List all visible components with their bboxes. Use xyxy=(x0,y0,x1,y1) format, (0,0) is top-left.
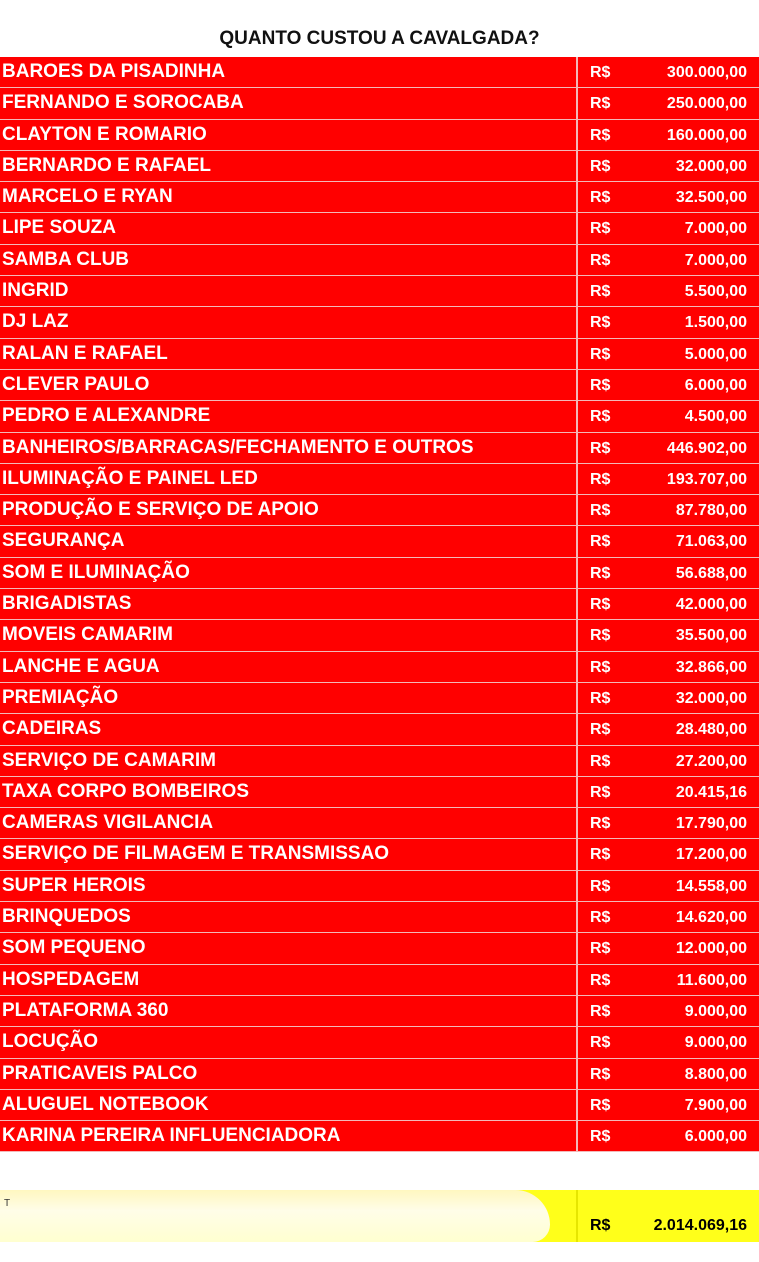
table-row xyxy=(0,1027,759,1058)
table-row xyxy=(0,1090,759,1121)
row-name: PRATICAVEIS PALCO xyxy=(0,1059,578,1089)
table-row xyxy=(0,276,759,307)
row-currency: R$ xyxy=(590,220,611,238)
row-value: 17.790,00 xyxy=(675,815,747,833)
row-value: 71.063,00 xyxy=(675,533,747,551)
row-currency: R$ xyxy=(590,627,611,645)
row-name: LANCHE E AGUA xyxy=(0,652,578,682)
row-value: 1.500,00 xyxy=(684,314,747,332)
row-currency: R$ xyxy=(590,596,611,614)
row-value: 32.000,00 xyxy=(675,157,747,175)
row-currency: R$ xyxy=(590,533,611,551)
row-name: LIPE SOUZA xyxy=(0,213,578,243)
table-row xyxy=(0,746,759,777)
table-row xyxy=(0,933,759,964)
row-name: CLEVER PAULO xyxy=(0,370,578,400)
row-name: ALUGUEL NOTEBOOK xyxy=(0,1090,578,1120)
table-row xyxy=(0,714,759,745)
row-currency: R$ xyxy=(590,658,611,676)
row-currency: R$ xyxy=(590,846,611,864)
table-row xyxy=(0,683,759,714)
table-row xyxy=(0,558,759,589)
table-row xyxy=(0,965,759,996)
total-value: 2.014.069,16 xyxy=(653,1217,747,1234)
row-name: INGRID xyxy=(0,276,578,306)
row-currency: R$ xyxy=(590,1096,611,1114)
redaction-blur xyxy=(0,1190,550,1242)
row-name: SOM E ILUMINAÇÃO xyxy=(0,558,578,588)
row-currency: R$ xyxy=(590,189,611,207)
table-row xyxy=(0,307,759,338)
row-name: KARINA PEREIRA INFLUENCIADORA xyxy=(0,1121,578,1151)
row-value: 4.500,00 xyxy=(684,408,747,426)
table-row xyxy=(0,151,759,182)
row-name: SERVIÇO DE CAMARIM xyxy=(0,746,578,776)
table-row xyxy=(0,902,759,933)
row-currency: R$ xyxy=(590,689,611,707)
row-name: BRINQUEDOS xyxy=(0,902,578,932)
table-row xyxy=(0,182,759,213)
table-row xyxy=(0,88,759,119)
row-value: 7.000,00 xyxy=(684,251,747,269)
row-currency: R$ xyxy=(590,408,611,426)
row-name: PLATAFORMA 360 xyxy=(0,996,578,1026)
row-currency: R$ xyxy=(590,783,611,801)
table-row xyxy=(0,245,759,276)
table-row xyxy=(0,1121,759,1152)
row-currency: R$ xyxy=(590,940,611,958)
row-value: 250.000,00 xyxy=(666,95,747,113)
row-name: BERNARDO E RAFAEL xyxy=(0,151,578,181)
row-value: 5.500,00 xyxy=(684,283,747,301)
row-name: PRODUÇÃO E SERVIÇO DE APOIO xyxy=(0,495,578,525)
table-row xyxy=(0,370,759,401)
row-value: 14.620,00 xyxy=(675,909,747,927)
row-value: 12.000,00 xyxy=(675,940,747,958)
row-name: MOVEIS CAMARIM xyxy=(0,620,578,650)
row-currency: R$ xyxy=(590,376,611,394)
table-row xyxy=(0,57,759,88)
row-value: 9.000,00 xyxy=(684,1034,747,1052)
total-label: T xyxy=(4,1198,11,1209)
table-row xyxy=(0,433,759,464)
row-value: 32.000,00 xyxy=(675,689,747,707)
row-currency: R$ xyxy=(590,752,611,770)
row-name: CAMERAS VIGILANCIA xyxy=(0,808,578,838)
row-name: FERNANDO E SOROCABA xyxy=(0,88,578,118)
row-name: HOSPEDAGEM xyxy=(0,965,578,995)
row-currency: R$ xyxy=(590,877,611,895)
row-currency: R$ xyxy=(590,157,611,175)
table-row xyxy=(0,996,759,1027)
row-currency: R$ xyxy=(590,564,611,582)
cost-table xyxy=(0,57,759,1152)
table-row xyxy=(0,401,759,432)
row-currency: R$ xyxy=(590,721,611,739)
row-currency: R$ xyxy=(590,345,611,363)
table-row xyxy=(0,526,759,557)
row-currency: R$ xyxy=(590,439,611,457)
row-value: 32.500,00 xyxy=(675,189,747,207)
row-name: SERVIÇO DE FILMAGEM E TRANSMISSAO xyxy=(0,839,578,869)
row-name: DJ LAZ xyxy=(0,307,578,337)
row-value: 300.000,00 xyxy=(666,64,747,81)
row-value: 5.000,00 xyxy=(684,345,747,363)
row-value: 27.200,00 xyxy=(675,752,747,770)
row-value: 35.500,00 xyxy=(675,627,747,645)
row-currency: R$ xyxy=(590,909,611,927)
row-name: SOM PEQUENO xyxy=(0,933,578,963)
row-value: 446.902,00 xyxy=(666,439,747,457)
row-name: RALAN E RAFAEL xyxy=(0,339,578,369)
row-name: ILUMINAÇÃO E PAINEL LED xyxy=(0,464,578,494)
table-row xyxy=(0,777,759,808)
row-name: BRIGADISTAS xyxy=(0,589,578,619)
table-row xyxy=(0,495,759,526)
row-name: CLAYTON E ROMARIO xyxy=(0,120,578,150)
table-row xyxy=(0,1059,759,1090)
row-value: 42.000,00 xyxy=(675,596,747,614)
row-value: 160.000,00 xyxy=(666,126,747,144)
table-row xyxy=(0,652,759,683)
table-row xyxy=(0,589,759,620)
row-name: SAMBA CLUB xyxy=(0,245,578,275)
row-name: BANHEIROS/BARRACAS/FECHAMENTO E OUTROS xyxy=(0,433,578,463)
row-name: CADEIRAS xyxy=(0,714,578,744)
row-currency: R$ xyxy=(590,1128,611,1146)
row-currency: R$ xyxy=(590,314,611,332)
row-currency: R$ xyxy=(590,95,611,113)
row-name: PEDRO E ALEXANDRE xyxy=(0,401,578,431)
page-title: QUANTO CUSTOU A CAVALGADA? xyxy=(219,28,540,49)
row-currency: R$ xyxy=(590,126,611,144)
row-value: 6.000,00 xyxy=(684,376,747,394)
row-value: 7.900,00 xyxy=(684,1096,747,1114)
table-row xyxy=(0,808,759,839)
row-currency: R$ xyxy=(590,1002,611,1020)
row-name: MARCELO E RYAN xyxy=(0,182,578,212)
row-value: 28.480,00 xyxy=(675,721,747,739)
row-value: 14.558,00 xyxy=(675,877,747,895)
table-row xyxy=(0,839,759,870)
row-value: 7.000,00 xyxy=(684,220,747,238)
row-value: 11.600,00 xyxy=(676,971,747,989)
row-value: 6.000,00 xyxy=(684,1128,747,1146)
row-value: 193.707,00 xyxy=(666,470,747,488)
row-currency: R$ xyxy=(590,1065,611,1083)
row-name: SUPER HEROIS xyxy=(0,871,578,901)
row-currency: R$ xyxy=(590,251,611,269)
table-row xyxy=(0,464,759,495)
row-currency: R$ xyxy=(590,971,611,989)
row-name: LOCUÇÃO xyxy=(0,1027,578,1057)
table-row xyxy=(0,871,759,902)
row-currency: R$ xyxy=(590,502,611,520)
row-currency: R$ xyxy=(590,470,611,488)
table-row xyxy=(0,620,759,651)
row-currency: R$ xyxy=(590,1034,611,1052)
row-currency: R$ xyxy=(590,64,611,81)
row-currency: R$ xyxy=(590,815,611,833)
row-value: 32.866,00 xyxy=(675,658,747,676)
total-label-cell xyxy=(0,1190,578,1242)
table-row xyxy=(0,120,759,151)
row-value: 87.780,00 xyxy=(675,502,747,520)
table-row xyxy=(0,339,759,370)
row-value: 17.200,00 xyxy=(675,846,747,864)
total-currency: R$ xyxy=(590,1217,611,1234)
table-row xyxy=(0,213,759,244)
row-name: PREMIAÇÃO xyxy=(0,683,578,713)
row-currency: R$ xyxy=(590,283,611,301)
row-name: SEGURANÇA xyxy=(0,526,578,556)
row-name: TAXA CORPO BOMBEIROS xyxy=(0,777,578,807)
row-value: 9.000,00 xyxy=(684,1002,747,1020)
total-row xyxy=(0,1190,759,1242)
row-value: 8.800,00 xyxy=(684,1065,747,1083)
row-name: BAROES DA PISADINHA xyxy=(0,57,578,87)
row-value: 56.688,00 xyxy=(675,564,747,582)
row-value: 20.415,16 xyxy=(675,783,747,801)
